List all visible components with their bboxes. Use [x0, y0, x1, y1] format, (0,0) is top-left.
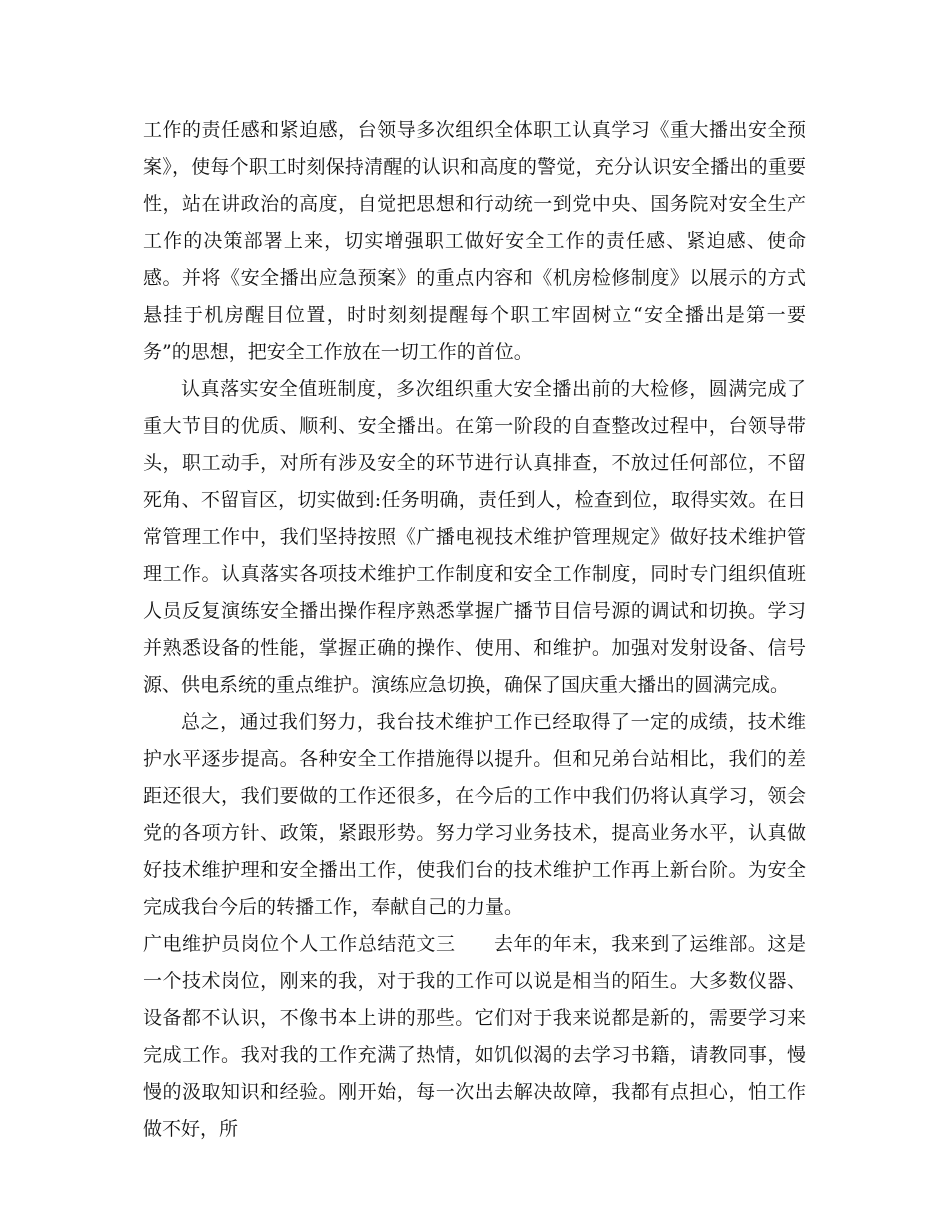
paragraph-1: 工作的责任感和紧迫感，台领导多次组织全体职工认真学习《重大播出安全预案》，使每个职工时刻保持清醒的认识和高度的警觉，充分认识安全播出的重要性，站在讲政治的高度，自觉把思想和行动统一到党中央、国务院对安全生产工作的决策部署上来，切实增强职工做好安全工作的责任感、紧迫感、使命感。并将《安全播出应急预案》的重点内容和《机房检修制度》以展示的方式悬挂于机房醒目位置，时时刻刻提醒每个职工牢固树立“安全播出是第一要务”的思想，把安全工作放在一切工作的首位。 — [143, 119, 806, 363]
paragraph-3: 总之，通过我们努力，我台技术维护工作已经取得了一定的成绩，技术维护水平逐步提高。各种安全工作措施得以提升。但和兄弟台站相比，我们的差距还很大，我们要做的工作还很多，在今后的工作中我们仍将认真学习，领会党的各项方针、政策，紧跟形势。努力学习业务技术，提高业务水平，认真做好技术维护理和安全播出工作，使我们台的技术维护工作再上新台阶。为安全完成我台今后的转播工作，奉献自己的力量。 — [143, 711, 806, 918]
document-body — [143, 112, 806, 1148]
paragraph-2: 认真落实安全值班制度，多次组织重大安全播出前的大检修，圆满完成了重大节目的优质、顺利、安全播出。在第一阶段的自查整改过程中，台领导带头，职工动手，对所有涉及安全的环节进行认真排查，不放过任何部位，不留死角、不留盲区，切实做到:任务明确，责任到人，检查到位，取得实效。在日常管理工作中，我们坚持按照《广播电视技术维护管理规定》做好技术维护管理工作。认真落实各项技术维护工作制度和安全工作制度，同时专门组织值班人员反复演练安全播出操作程序熟悉掌握广播节目信号源的调试和切换。学习并熟悉设备的性能，掌握正确的操作、使用、和维护。加强对发射设备、信号源、供电系统的重点维护。演练应急切换，确保了国庆重大播出的圆满完成。 — [143, 378, 806, 696]
section-paragraph — [143, 926, 806, 1148]
section-text: 去年的年末，我来到了运维部。这是一个技术岗位，刚来的我，对于我的工作可以说是相当的陌生。大多数仪器、设备都不认识，不像书本上讲的那些。它们对于我来说都是新的，需要学习来完成工作。我对我的工作充满了热情，如饥似渴的去学习书籍，请教同事，慢慢的汲取知识和经验。刚开始，每一次出去解决故障，我都有点担心，怕工作做不好，所 — [143, 933, 806, 1140]
section-heading: 广电维护员岗位个人工作总结范文三 — [143, 933, 456, 955]
